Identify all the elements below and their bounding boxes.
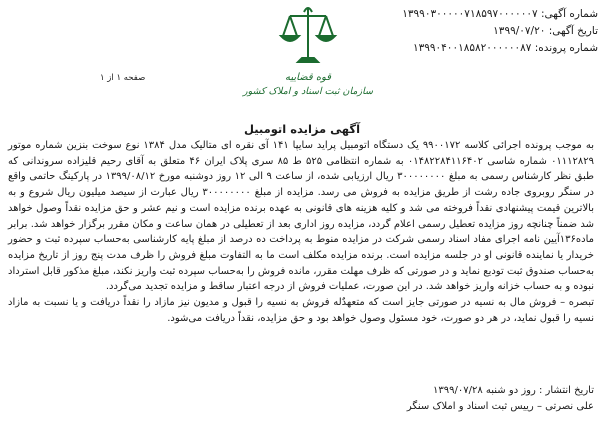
ad-date-value: ۱۳۹۹/۰۷/۲۰ (493, 25, 546, 37)
page-indicator: صفحه ۱ از ۱ (100, 73, 146, 83)
ad-number-label: شماره آگهی: (540, 8, 598, 20)
ad-number-value: ۱۳۹۹۰۳۰۰۰۰۰۷۱۸۵۹۷۰۰۰۰۰۰۷ (402, 8, 538, 20)
signature-line: علی نصرتی – رییس ثبت اسناد و املاک سنگر (406, 400, 594, 412)
notice-body (8, 138, 594, 326)
ad-date-row (368, 23, 598, 40)
notice-main-paragraph: به موجب پرونده اجرائی کلاسه ۹۹۰۰۱۷۲ یک دستگاه اتومبیل پراید سایپا ۱۴۱ آی نقره ای متالیک مدل ۱۳۸۴ نوع سوخت بنزین شماره موتور ۰۱۱۱۲۸۲۹ شماره شاسی ۰۱۴۸۲۲۸۴۱۱۶۴۰۲ به شماره انتظامی ۵۲۵ ط ۸۵ سری پلاک ایران ۴۶ متعلق به آقای رحیم قلیزاده سروندانی که طبق نظر کارشناس رسمی به مبلغ ۳۰۰۰۰۰۰۰۰ ریال ارزیابی شده، از ساعت ۹ الی ۱۲ روز دوشنبه مورخ ۱۳۹۹/۰۸/۱۲ در پارکینگ حاتمی واقع در سنگر روبروی جاده رشت از طریق مزایده به فروش می رسد. مزایده از مبلغ ۳۰۰۰۰۰۰۰۰ ریال عبارت از سیصد میلیون ریال شروع و به بالاترین قیمت پیشنهادی نقداً فروخته می شد و کلیه هزینه های قانونی به عهده برنده مزایده است و نیم عشر و حق مزایده نقداً وصول خواهد شد ضمناً چنانچه روز مزایده تعطیل رسمی اعلام گردد، مزایده روز اداری بعد از تعطیلی در همان ساعت و مکان مقرر برگزار خواهد شد. برابر ماده۱۳۶آیین نامه اجرای مفاد اسناد رسمی شرکت در مزایده منوط به پرداخت ده درصد از مبلغ پایه کارشناسی به‌حساب سپرده ثبت و حضور خریدار یا نماینده قانونی او در جلسه مزایده است. برنده مزایده مکلف است ما به التفاوت مبلغ فروش را ظرف مدت پنج روز از تاریخ مزایده به‌حساب صندوق ثبت تودیع نماید و در صورتی که ظرف مهلت مقرر، مانده فروش را به‌حساب سپرده ثبت واریز نکند، مبلغ مذکور قابل استرداد نبوده و به حساب خزانه واریز خواهد شد. در این صورت، عملیات فروش از درجه اعتبار ساقط و مزایده تجدید می‌گردد. (8, 140, 595, 293)
notice-footer (8, 383, 594, 414)
ad-date-label: تاریخ آگهی: (548, 25, 598, 37)
notice-metadata (368, 6, 598, 57)
org-subname: سازمان ثبت اسناد و املاک کشور (243, 86, 373, 97)
judiciary-emblem (238, 2, 378, 114)
file-number-row (368, 40, 598, 57)
file-number-value: ۱۳۹۹۰۴۰۰۱۸۵۸۲۰۰۰۰۰۰۸۷ (412, 42, 532, 54)
org-name: قوه قضاییه (284, 72, 332, 83)
scales-of-justice-icon (278, 2, 338, 68)
publish-date: تاریخ انتشار : روز دو شنبه ۱۳۹۹/۰۷/۲۸ (433, 385, 594, 396)
ad-number-row (368, 6, 598, 23)
notice-title: آگهی مزایده اتومبیل (243, 122, 361, 136)
file-number-label: شماره پرونده: (534, 42, 598, 54)
notice-note-paragraph: تبصره – فروش مال به نسیه در صورتی جایز است که متعهدٌله فروش به نسیه را قبول و مدیون نیز مازاد را نقداً دریافت و یا نسبت به مازاد نسیه را قبول نماید، در هر دو صورت، خود مسئول وصول خواهد بود و حق مزایده، نقداً دریافت می‌شود. (8, 297, 594, 324)
